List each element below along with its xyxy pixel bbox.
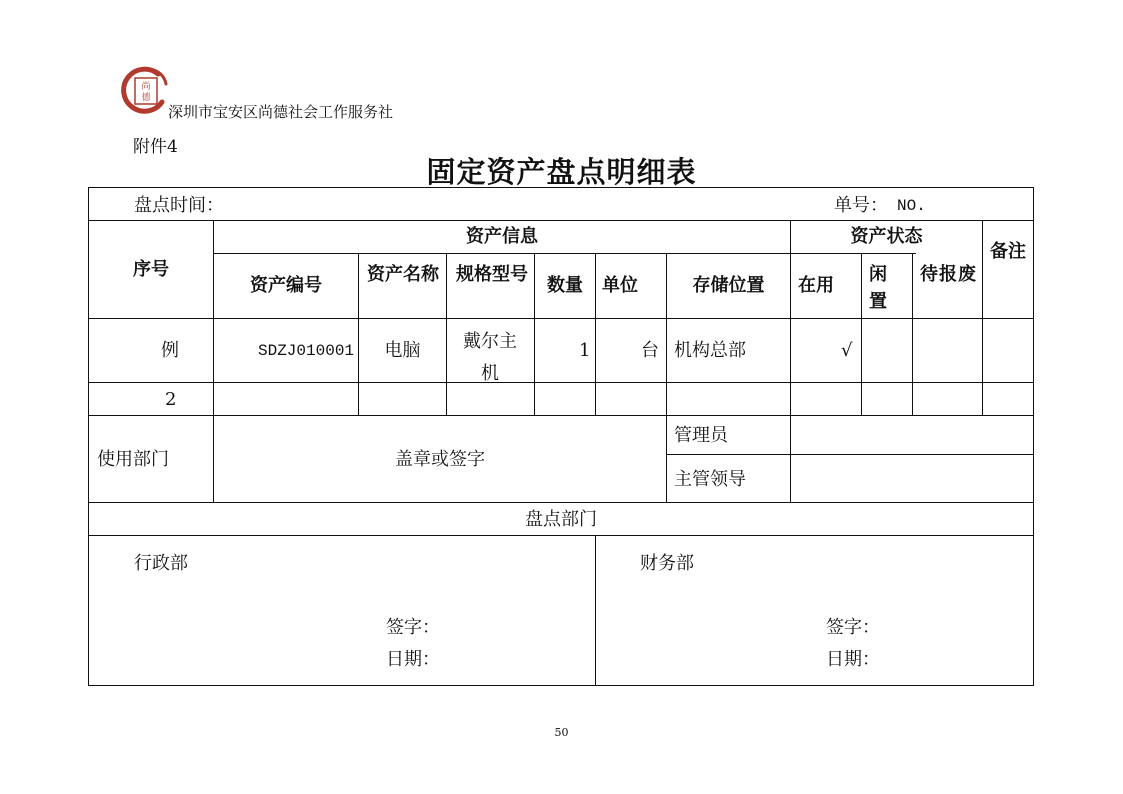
page-number: 50: [554, 726, 569, 739]
order-no-label: 单号：: [834, 195, 888, 216]
row-unit: 台: [641, 340, 659, 361]
svg-text:德: 德: [141, 93, 151, 103]
row-divider: [89, 318, 1033, 319]
organization-name: 深圳市宝安区尚德社会工作服务社: [168, 103, 394, 121]
remarks-header: 备注: [990, 241, 1026, 262]
col-divider: [790, 220, 791, 502]
signature-label: 签字：: [386, 617, 440, 638]
col-divider: [912, 253, 913, 415]
asset-status-header: 资产状态: [850, 226, 923, 247]
date-label: 日期：: [826, 649, 880, 670]
row-in-use-check: √: [841, 340, 853, 361]
finance-dept-label: 财务部: [640, 553, 694, 574]
row-divider: [89, 415, 1033, 416]
row-divider: [89, 535, 1033, 536]
row-spec-model: 戴尔主机: [463, 331, 517, 384]
idle-header: 闲置: [869, 264, 887, 312]
row-quantity: 1: [579, 340, 591, 361]
page-title: 固定资产盘点明细表: [426, 155, 697, 189]
col-divider: [982, 220, 983, 415]
location-header: 存储位置: [692, 275, 765, 296]
row-divider: [89, 502, 1033, 503]
row-divider: [666, 454, 1033, 455]
seq-header: 序号: [133, 259, 169, 280]
asset-inventory-form: [88, 187, 1034, 686]
to-scrap-header: 待报废: [920, 264, 976, 285]
row-divider: [89, 382, 1033, 383]
date-label: 日期：: [386, 649, 440, 670]
signature-label: 签字：: [826, 617, 880, 638]
attachment-label: 附件4: [133, 137, 178, 157]
col-divider: [446, 253, 447, 415]
unit-header: 单位: [602, 275, 638, 296]
admin-label: 管理员: [674, 425, 728, 446]
supervisor-label: 主管领导: [674, 469, 746, 490]
row-seq: 例: [161, 340, 179, 361]
order-no-value: NO.: [897, 197, 926, 215]
asset-code-header: 资产编号: [250, 275, 322, 296]
in-use-header: 在用: [798, 275, 834, 296]
row-asset-code: SDZJ010001: [258, 342, 355, 360]
organization-logo: [118, 64, 170, 116]
spec-model-header: 规格型号: [456, 264, 528, 285]
row-divider: [89, 220, 1033, 221]
row-asset-name: 电脑: [384, 340, 421, 361]
col-divider: [861, 253, 862, 415]
quantity-header: 数量: [547, 275, 583, 296]
col-divider: [595, 253, 596, 415]
asset-name-header: 资产名称: [367, 264, 439, 285]
stamp-or-sign-text: 盖章或签字: [395, 449, 485, 470]
col-divider: [595, 535, 596, 685]
counting-dept-header: 盘点部门: [525, 509, 597, 530]
asset-info-header: 资产信息: [466, 226, 538, 247]
admin-dept-label: 行政部: [134, 553, 188, 574]
row-location: 机构总部: [674, 340, 746, 361]
col-divider: [358, 253, 359, 415]
using-dept-label: 使用部门: [97, 449, 169, 470]
row-seq: 2: [165, 389, 177, 410]
svg-text:尚: 尚: [141, 82, 151, 92]
row-divider: [214, 253, 916, 254]
count-time-label: 盘点时间：: [134, 195, 224, 216]
